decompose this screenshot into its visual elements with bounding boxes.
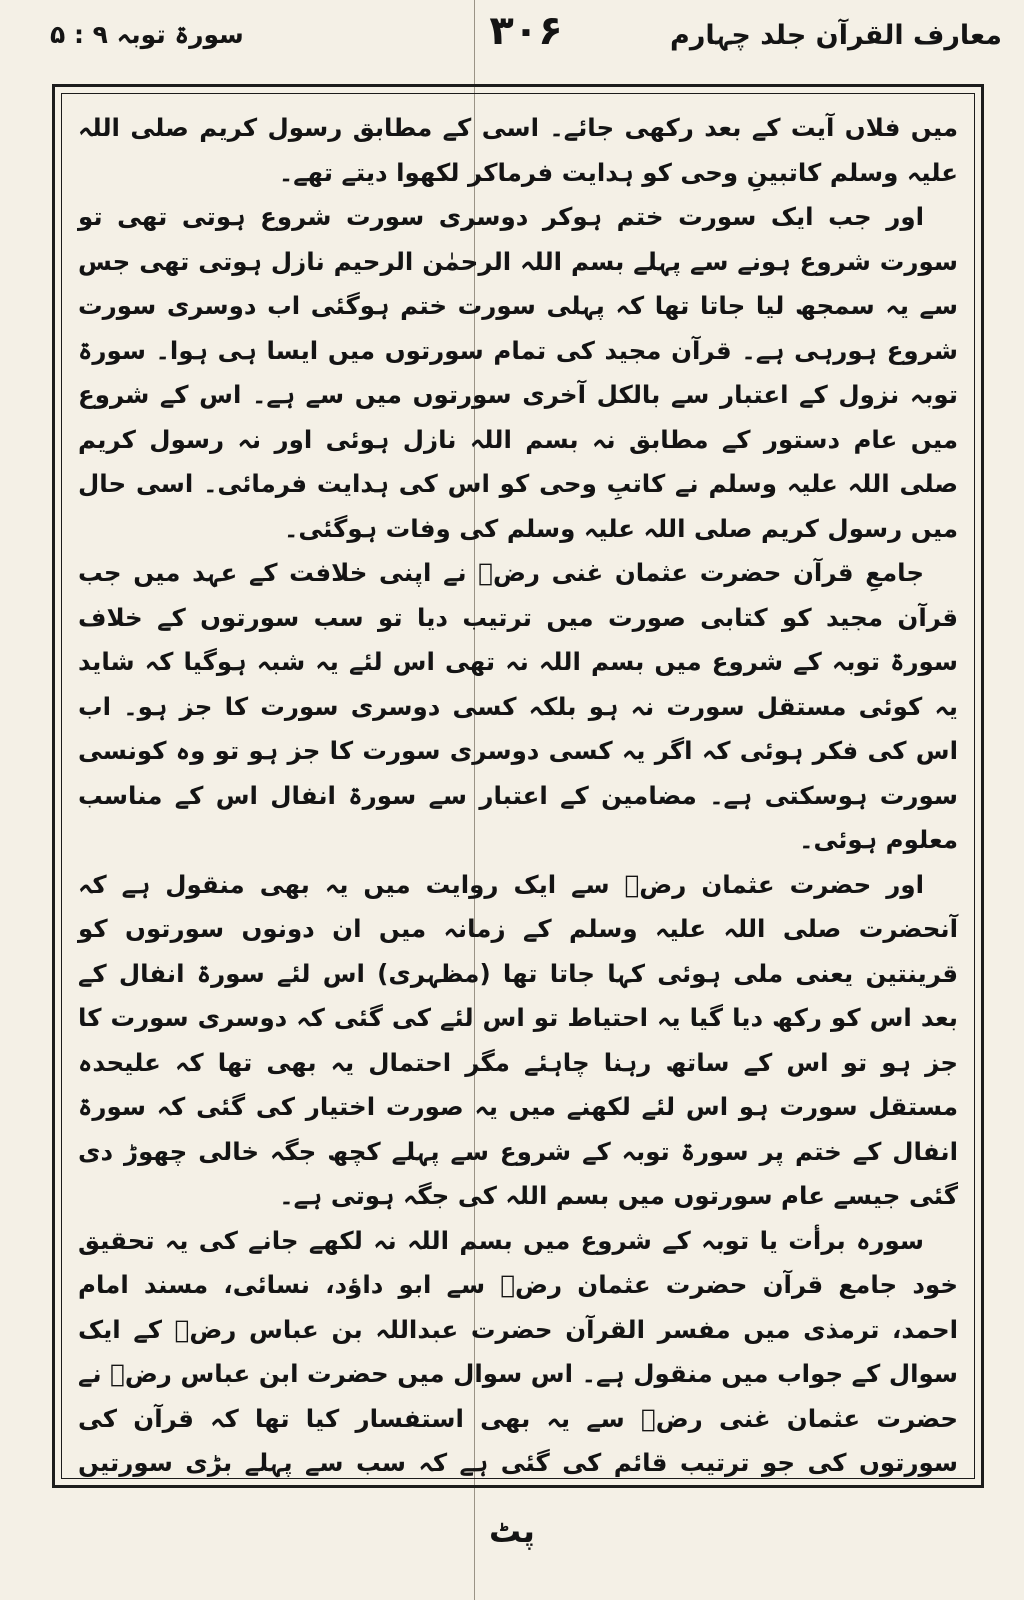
paragraph-2: اور جب ایک سورت ختم ہوکر دوسری سورت شروع ہوتی تھی تو سورت شروع ہونے سے پہلے بسم اللہ الرحمٰن الرحیم نازل ہوتی تھی جس سے یہ سمجھ لیا جاتا تھا کہ پہلی سورت ختم ہوگئی اب دوسری سورت شروع ہورہی ہے۔ قرآن مجید کی تمام سورتوں میں ایسا ہی ہوا۔ سورۃ توبہ نزول کے اعتبار سے بالکل آخری سورتوں میں سے ہے۔ اس کے شروع میں عام دستور کے مطابق نہ بسم اللہ نازل ہوئی اور نہ رسول کریم صلی اللہ علیہ وسلم نے کاتبِ وحی کو اس کی ہدایت فرمائی۔ اسی حال میں رسول کریم صلی اللہ علیہ وسلم کی وفات ہوگئی۔: [78, 202, 958, 543]
surah-reference: سورۃ توبہ ۹ : ۵: [50, 20, 244, 49]
page-border-inner: [61, 93, 975, 1479]
page-number: ۳۰۶: [489, 8, 563, 54]
page-border: [52, 84, 984, 1488]
book-title: معارف القرآن جلد چہارم: [670, 20, 1002, 51]
paragraph-5: سورہ برأت یا توبہ کے شروع میں بسم اللہ نہ لکھے جانے کی یہ تحقیق خود جامع قرآن حضرت عثمان رضؓ سے ابو داؤد، نسائی، مسند امام احمد، ترمذی میں مفسر القرآن حضرت عبداللہ بن عباس رضؓ کے ایک سوال کے جواب میں منقول ہے۔ اس سوال میں حضرت ابن عباس رضؓ نے حضرت عثمان غنی رضؓ سے یہ بھی استفسار کیا تھا کہ قرآن کی سورتوں کی جو ترتیب قائم کی گئی ہے کہ سب سے پہلے بڑی سورتیں: [78, 1225, 958, 1477]
paragraph-3: جامعِ قرآن حضرت عثمان غنی رضؓ نے اپنی خلافت کے عہد میں جب قرآن مجید کو کتابی صورت میں ترتیب دیا تو سب سورتوں کے خلاف سورۃ توبہ کے شروع میں بسم اللہ نہ تھی اس لئے یہ شبہ ہوگیا کہ شاید یہ کوئی مستقل سورت نہ ہو بلکہ کسی دوسری سورت کا جز ہو۔ اب اس کی فکر ہوئی کہ اگر یہ کسی دوسری سورت کا جز ہو تو وہ کونسی سورت ہوسکتی ہے۔ مضامین کے اعتبار سے سورۃ انفال اس کے مناسب معلوم ہوئی۔: [78, 558, 958, 854]
paragraph-4: اور حضرت عثمان رضؓ سے ایک روایت میں یہ بھی منقول ہے کہ آنحضرت صلی اللہ علیہ وسلم کے زمانہ میں ان دونوں سورتوں کو قرینتین یعنی ملی ہوئی کہا جاتا تھا (مظہری) اس لئے سورۃ انفال کے بعد اس کو رکھ دیا گیا یہ احتیاط تو اس لئے کی گئی کہ دوسری سورت کا جز ہو تو اس کے ساتھ رہنا چاہئے مگر احتمال یہ بھی تھا کہ علیحدہ مستقل سورت ہو اس لئے لکھنے میں یہ صورت اختیار کی گئی کہ سورۃ انفال کے ختم پر سورۃ توبہ کے شروع سے پہلے کچھ جگہ خالی چھوڑ دی گئی جیسے عام سورتوں میں بسم اللہ کی جگہ ہوتی ہے۔: [78, 869, 958, 1210]
page-header: [50, 8, 1002, 82]
paragraph-1: میں فلاں آیت کے بعد رکھی جائے۔ اسی کے مطابق رسول کریم صلی اللہ علیہ وسلم کاتبینِ وحی کو ہدایت فرماکر لکھوا دیتے تھے۔: [78, 113, 958, 187]
footer-signature: پٹ: [489, 1512, 535, 1550]
body-text: [78, 106, 958, 1479]
